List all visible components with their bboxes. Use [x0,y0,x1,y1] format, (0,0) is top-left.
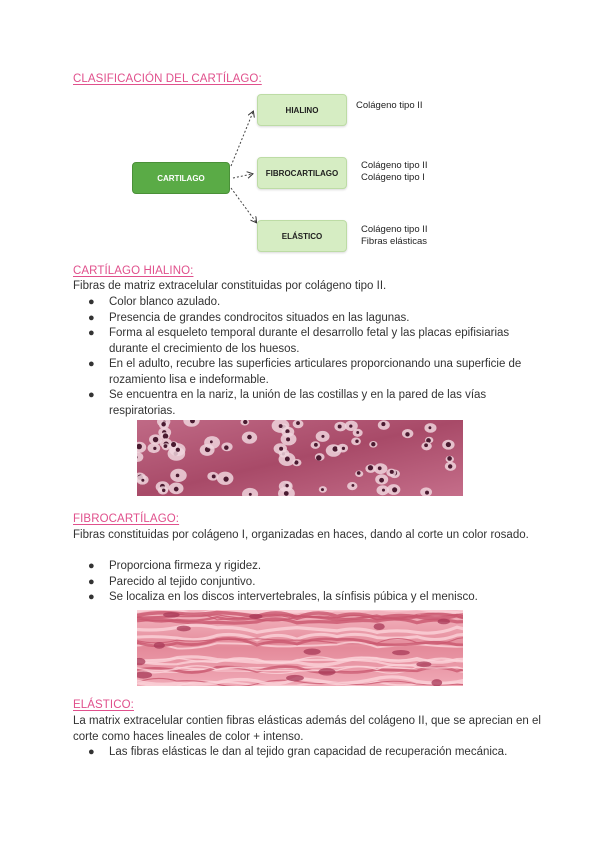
list-item: ● Parecido al tejido conjuntivo. [88,575,256,588]
list-item: ● Las fibras elásticas le dan al tejido gran capacidad de recuperación mecánica. [88,746,508,758]
note-elastico-1: Colágeno tipo II [361,224,428,235]
list-item: ● Presencia de grandes condrocitos situados en las lagunas. [88,311,410,324]
branch-box-elastico: ELÁSTICO [257,220,347,252]
branch-box-hialino: HIALINO [257,94,347,126]
arrow-to-hialino [231,112,253,166]
list-item: ● Color blanco azulado. [88,296,221,308]
elastico-intro: La matrix extracelular contien fibras elásticas además del colágeno II, que se aprecian en el corte como haces lineales de color + intenso. [73,715,541,743]
classification-heading: CLASIFICACIÓN DEL CARTÍLAGO: [73,73,262,85]
fibrocartilage-micrograph [137,610,463,686]
hyaline-cartilage-micrograph [137,420,463,496]
fibro-tissue-image [137,610,463,686]
hialino-heading: CARTÍLAGO HIALINO: [73,265,194,277]
fibro-heading: FIBROCARTÍLAGO: [73,513,180,525]
elastico-heading: ELÁSTICO: [73,699,134,711]
list-item: ● En el adulto, recubre las superficies articulares proporcionando una superficie de rozamiento lisa e indeformable. [88,358,522,386]
hyaline-tissue-image [137,420,463,496]
list-item: ● Forma al esqueleto temporal durante el desarrollo fetal y las placas epifisiarias durante el crecimiento de los huesos. [88,327,510,355]
arrow-to-elastico [231,188,256,222]
note-elastico-2: Fibras elásticas [361,236,427,247]
list-item: ● Proporciona firmeza y rigidez. [88,560,262,572]
note-fibro-1: Colágeno tipo II [361,160,428,171]
fibro-intro: Fibras constituidas por colágeno I, organizadas en haces, dando al corte un color rosado. [73,529,529,541]
root-box-cartilago: CARTILAGO [132,162,230,194]
elastico-bullet-list [73,745,543,761]
list-item: ● Se encuentra en la nariz, la unión de las costillas y en la pared de las vías respiratorias. [88,389,487,417]
hialino-intro: Fibras de matriz extracelular constituidas por colágeno tipo II. [73,280,387,292]
arrow-to-fibrocartilago [233,174,252,178]
note-fibro-2: Colágeno tipo I [361,172,425,183]
branch-box-fibrocartilago: FIBROCARTILAGO [257,157,347,189]
list-item: ● Se localiza en los discos intervertebrales, la sínfisis púbica y el menisco. [88,591,478,603]
fibro-bullet-list [73,559,543,606]
hialino-bullet-list [73,295,543,419]
note-hialino-1: Colágeno tipo II [356,100,423,111]
